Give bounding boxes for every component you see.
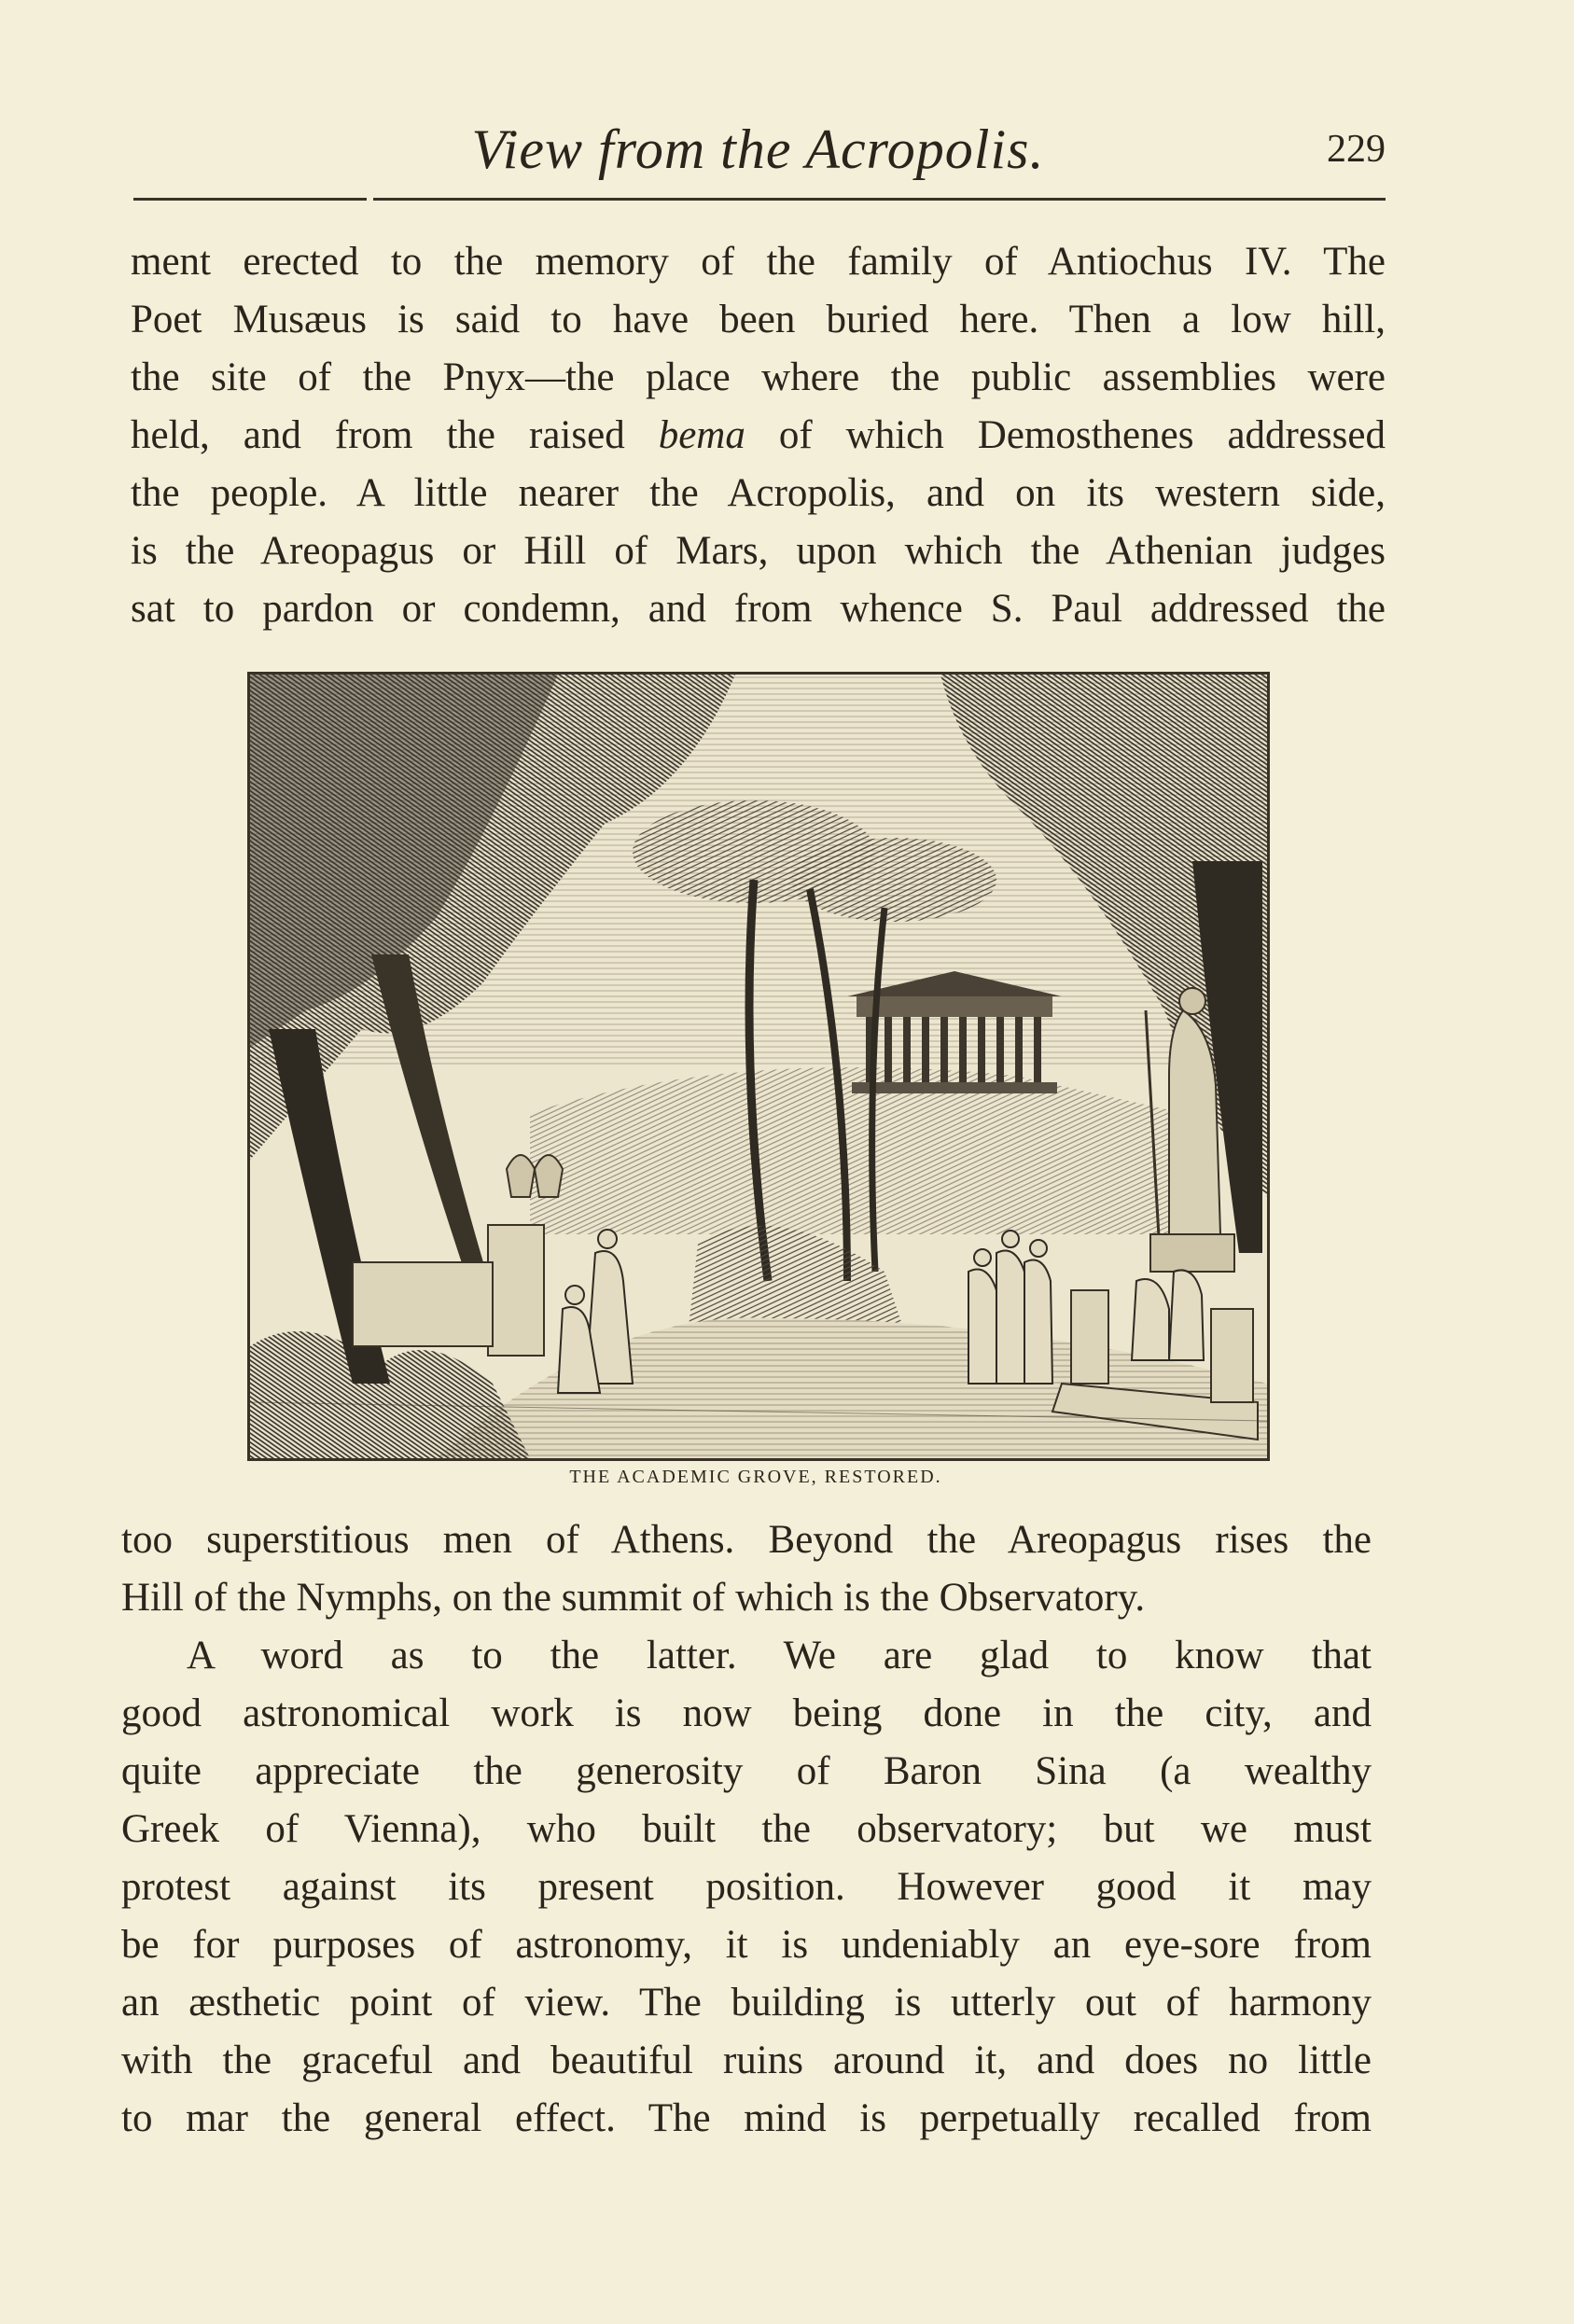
figure-caption: THE ACADEMIC GROVE, RESTORED. — [569, 1467, 942, 1487]
text-line: to mar the general effect. The mind is perpetually recalled from — [121, 2096, 1372, 2140]
text-line: the site of the Pnyx—the place where the public assemblies were — [131, 355, 1386, 399]
text-line: Hill of the Nymphs, on the summit of which is the Observatory. — [121, 1576, 1146, 1620]
engraving-drawing — [250, 675, 1267, 1458]
text-line: Poet Musæus is said to have been buried here. Then a low hill, — [131, 298, 1386, 341]
running-head — [131, 112, 1386, 187]
text-line: the people. A little nearer the Acropolis, and on its western side, — [131, 471, 1386, 515]
text-line: protest against its present position. However good it may — [121, 1865, 1372, 1909]
running-title: View from the Acropolis. — [471, 118, 1045, 180]
text-line: an æsthetic point of view. The building is utterly out of harmony — [121, 1981, 1372, 2025]
text-line: A word as to the latter. We are glad to know that — [187, 1634, 1372, 1677]
text-line: sat to pardon or condemn, and from whence S. Paul addressed the — [131, 587, 1386, 631]
text-line: good astronomical work is now being done in the city, and — [121, 1691, 1372, 1735]
text-line: with the graceful and beautiful ruins around it, and does no little — [121, 2039, 1372, 2082]
text-line: held, and from the raised bema of which Demosthenes addressed — [131, 413, 1386, 457]
header-rule-left — [133, 198, 367, 201]
header-rule-right — [373, 198, 1386, 201]
text-line: too superstitious men of Athens. Beyond the Areopagus rises the — [121, 1518, 1372, 1562]
text-line: Greek of Vienna), who built the observatory; but we must — [121, 1807, 1372, 1851]
paragraph-top — [131, 233, 1386, 638]
page-number: 229 — [1327, 128, 1386, 171]
text-line: is the Areopagus or Hill of Mars, upon which the Athenian judges — [131, 529, 1386, 573]
text-line: quite appreciate the generosity of Baron Sina (a wealthy — [121, 1749, 1372, 1793]
italic-term: bema — [658, 413, 745, 457]
text-line: be for purposes of astronomy, it is undeniably an eye-sore from — [121, 1923, 1372, 1967]
text-line: ment erected to the memory of the family of Antiochus IV. The — [131, 240, 1386, 284]
engraving-illustration — [247, 672, 1270, 1461]
paragraph-bottom — [121, 1511, 1372, 2148]
